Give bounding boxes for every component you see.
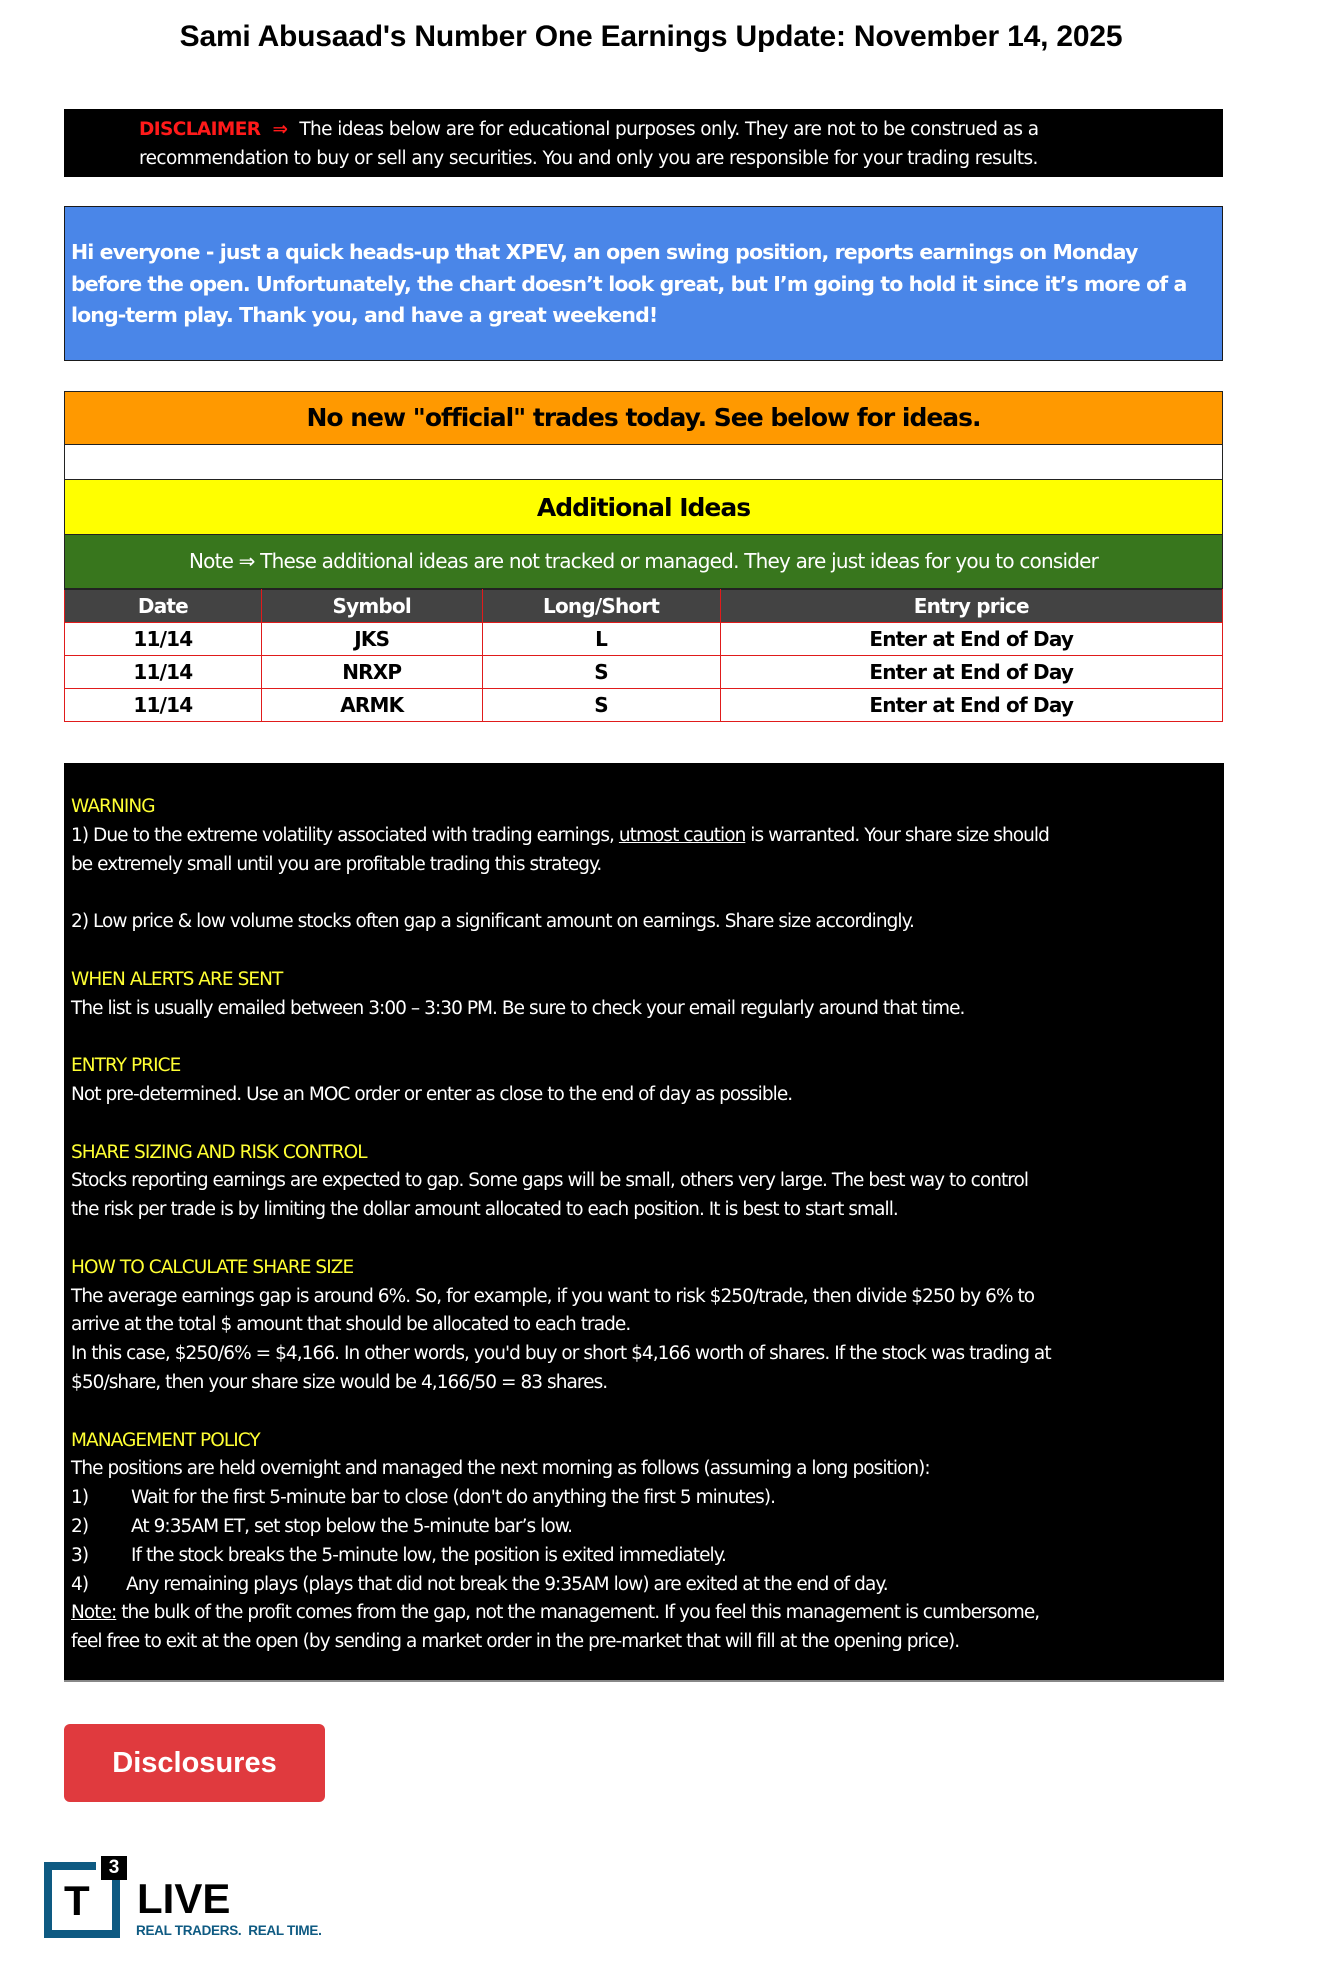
alerts-text: The list is usually emailed between 3:00 – 3:30 PM. Be sure to check your email regularly around that time.	[71, 997, 965, 1019]
calc-text-3: In this case, $250/6% = $4,166. In other words, you'd buy or short $4,166 worth of shares. If the stock was trading at	[71, 1343, 1051, 1365]
management-step	[71, 1513, 1220, 1542]
entry-price-text: Not pre-determined. Use an MOC order or enter as close to the end of day as possible.	[71, 1083, 793, 1105]
calc-text-2: arrive at the total $ amount that should be allocated to each trade.	[71, 1314, 631, 1336]
logo-wordmark: LIVE	[137, 1875, 231, 1922]
step-number: 2)	[71, 1515, 89, 1537]
disclosures-button[interactable]: Disclosures	[64, 1724, 325, 1802]
announcement-box	[64, 206, 1223, 361]
announcement-line-1: Hi everyone - just a quick heads-up that XPEV, an open swing position, reports earnings on Monday	[71, 240, 1138, 264]
page-title: Sami Abusaad's Number One Earnings Update: November 14, 2025	[179, 20, 1123, 53]
step-text: At 9:35AM ET, set stop below the 5-minute bar’s low.	[131, 1515, 573, 1537]
step-text: Wait for the first 5-minute bar to close (don't do anything the first 5 minutes).	[131, 1487, 776, 1509]
t3-live-logo[interactable]	[44, 1852, 344, 1947]
disclaimer-line-1	[139, 115, 1223, 144]
sizing-heading: SHARE SIZING AND RISK CONTROL	[71, 1141, 367, 1163]
guidelines-box	[64, 763, 1224, 1682]
sizing-text-2: the risk per trade is by limiting the dollar amount allocated to each position. It is best to start small.	[71, 1199, 898, 1221]
step-text: Any remaining plays (plays that did not break the 9:35AM low) are exited at the end of day.	[126, 1573, 888, 1595]
disclaimer-box	[64, 109, 1223, 177]
cell-side: S	[482, 689, 720, 722]
logo-superscript: 3	[101, 1856, 127, 1880]
cell-date: 11/14	[65, 656, 262, 689]
utmost-caution-text: utmost caution	[618, 824, 746, 846]
warning-point-1-text: 1) Due to the extreme volatility associated with trading earnings,	[71, 824, 619, 846]
warning-point-2: 2) Low price & low volume stocks often gap a significant amount on earnings. Share size accordingly.	[71, 911, 914, 933]
announcement-line-2: before the open. Unfortunately, the chart doesn’t look great, but I’m going to hold it since it’s more of a	[71, 271, 1187, 296]
table-header-row	[65, 590, 1223, 623]
column-header-symbol: Symbol	[261, 590, 482, 623]
logo-letter: T	[64, 1877, 90, 1924]
disclaimer-label: DISCLAIMER	[139, 119, 261, 140]
official-trades-banner: No new "official" trades today. See below for ideas.	[64, 391, 1223, 445]
cell-date: 11/14	[65, 689, 262, 722]
alerts-heading: WHEN ALERTS ARE SENT	[71, 968, 283, 990]
calc-text-1: The average earnings gap is around 6%. So, for example, if you want to risk $250/trade, then divide $250 by 6% to	[71, 1285, 1035, 1307]
cell-date: 11/14	[65, 623, 262, 656]
cell-side: L	[482, 623, 720, 656]
calc-text-4: $50/share, then your share size would be 4,166/50 = 83 shares.	[71, 1371, 608, 1393]
step-text: If the stock breaks the 5-minute low, the position is exited immediately.	[131, 1544, 726, 1566]
additional-ideas-title: Additional Ideas	[64, 479, 1223, 534]
logo-tagline: REAL TRADERS. REAL TIME.	[136, 1923, 322, 1938]
ideas-table	[64, 589, 1223, 722]
cell-symbol: NRXP	[261, 656, 482, 689]
warning-point-1	[71, 822, 1220, 851]
warning-heading: WARNING	[71, 796, 155, 817]
table-row	[65, 623, 1223, 656]
arrow-right-icon: ⇒	[272, 119, 288, 140]
management-note-2: feel free to exit at the open (by sending a market order in the pre-market that will fill at the opening price).	[71, 1631, 960, 1653]
note-text: the bulk of the profit comes from the gap, not the management. If you feel this management is cumbersome,	[116, 1602, 1040, 1624]
sizing-text-1: Stocks reporting earnings are expected to gap. Some gaps will be small, others very large. The best way to control	[71, 1170, 1029, 1192]
entry-price-heading: ENTRY PRICE	[71, 1055, 181, 1077]
column-header-entry: Entry price	[720, 590, 1223, 623]
disclaimer-text-1: The ideas below are for educational purposes only. They are not to be construed as a	[299, 119, 1039, 140]
cell-symbol: JKS	[261, 623, 482, 656]
table-row	[65, 656, 1223, 689]
step-number: 4)	[71, 1573, 89, 1595]
management-heading: MANAGEMENT POLICY	[71, 1429, 260, 1451]
management-step	[71, 1484, 1220, 1513]
cell-entry: Enter at End of Day	[720, 656, 1223, 689]
disclaimer-text-2: recommendation to buy or sell any securities. You and only you are responsible for your trading results.	[139, 148, 1038, 169]
cell-entry: Enter at End of Day	[720, 623, 1223, 656]
announcement-line-3: long-term play. Thank you, and have a great weekend!	[71, 303, 658, 327]
column-header-date: Date	[65, 590, 262, 623]
note-label: Note:	[71, 1602, 117, 1624]
column-header-side: Long/Short	[482, 590, 720, 623]
management-step	[71, 1571, 1220, 1600]
step-number: 1)	[71, 1487, 89, 1509]
table-row	[65, 689, 1223, 722]
management-intro: The positions are held overnight and managed the next morning as follows (assuming a long position):	[71, 1458, 930, 1480]
step-number: 3)	[71, 1544, 89, 1566]
cell-entry: Enter at End of Day	[720, 689, 1223, 722]
warning-point-1-text-b: is warranted. Your share size should	[745, 824, 1049, 846]
calc-heading: HOW TO CALCULATE SHARE SIZE	[71, 1256, 354, 1278]
cell-side: S	[482, 656, 720, 689]
spacer-row	[64, 445, 1223, 479]
management-note-1	[71, 1599, 1220, 1628]
warning-point-1-cont: be extremely small until you are profitable trading this strategy.	[71, 853, 602, 875]
cell-symbol: ARMK	[261, 689, 482, 722]
additional-ideas-note: Note ⇒ These additional ideas are not tracked or managed. They are just ideas for you to consider	[64, 534, 1223, 589]
management-step	[71, 1542, 1220, 1571]
